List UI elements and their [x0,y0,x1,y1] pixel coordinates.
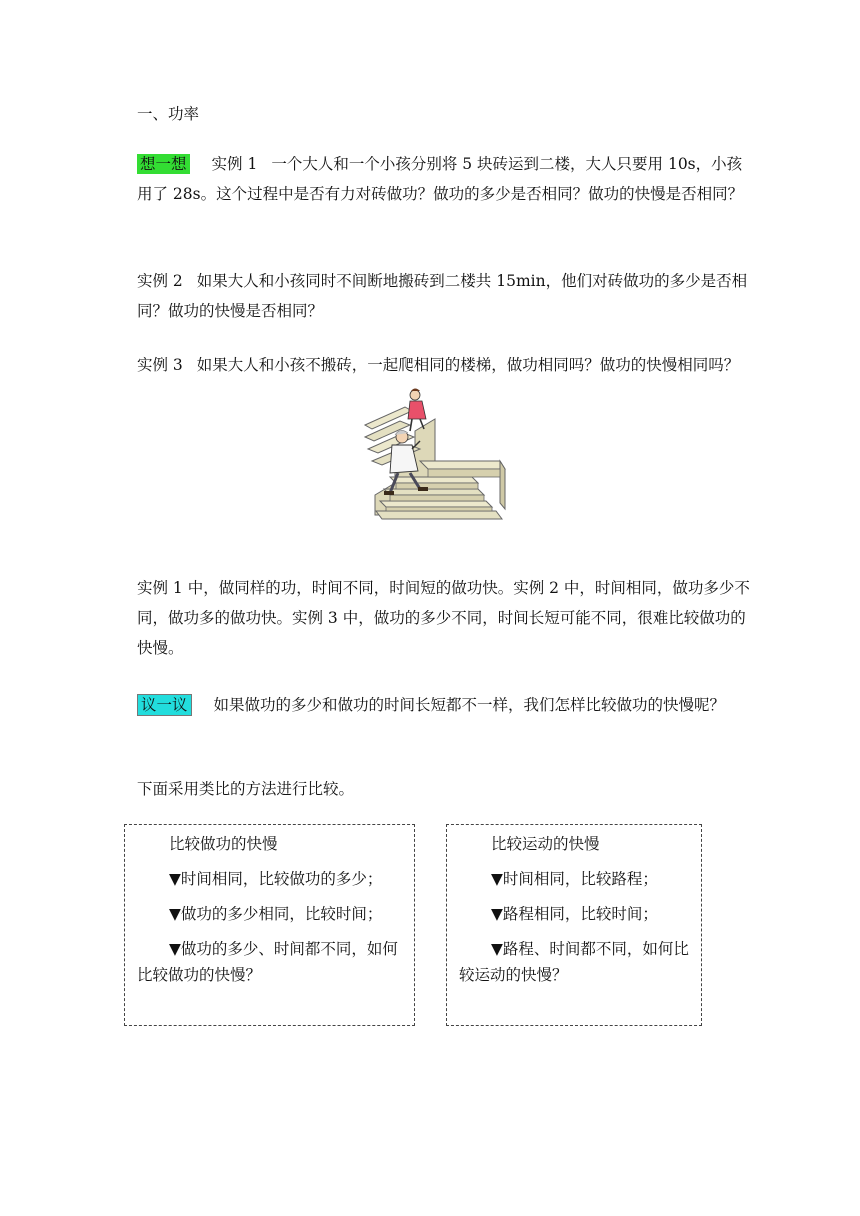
analogy-intro-text: 下面采用类比的方法进行比较。 [137,780,355,798]
section-title [137,99,757,129]
compare-work-item-3: ▼做功的多少、时间都不同，如何比较做功的快慢？ [137,940,398,984]
discuss-paragraph [137,690,757,720]
analysis-paragraph [137,573,757,663]
compare-work-item-2: ▼做功的多少相同，比较时间； [169,905,383,923]
compare-work-box [124,824,415,1026]
analogy-intro [137,774,757,804]
discuss-text: 如果做功的多少和做功的时间长短都不一样，我们怎样比较做功的快慢呢？ [213,696,726,714]
analysis-text: 实例 1 中，做同样的功，时间不同，时间短的做功快。实例 2 中，时间相同，做功多少不同，做功多的做功快。实例 3 中，做功的多少不同，时间长短可能不同，很难比较做功的快慢。 [137,579,750,657]
example-1-label: 实例 1 [211,155,258,173]
compare-motion-item-1: ▼时间相同，比较路程； [491,870,658,888]
example-3-label: 实例 3 [137,356,183,374]
compare-motion-item-3: ▼路程、时间都不同，如何比较运动的快慢？ [459,940,689,984]
example-2-label: 实例 2 [137,272,183,290]
compare-motion-item-2: ▼路程相同，比较时间； [491,905,658,923]
discuss-tag: 议一议 [137,694,192,716]
stairs-climbing-icon [360,385,510,535]
example-2-text: 如果大人和小孩同时不间断地搬砖到二楼共 15min，他们对砖做功的多少是否相同？做功的快慢是否相同？ [137,272,748,320]
example-3-paragraph [137,350,757,380]
think-tag: 想一想 [137,154,190,174]
compare-motion-box [446,824,702,1026]
example-3-text: 如果大人和小孩不搬砖，一起爬相同的楼梯，做功相同吗？做功的快慢相同吗？ [196,356,740,374]
section-title-text: 一、功率 [137,105,200,123]
example-1-paragraph [137,149,757,209]
example-2-paragraph [137,266,757,326]
compare-work-item-1: ▼时间相同，比较做功的多少； [169,870,383,888]
compare-motion-title: 比较运动的快慢 [491,835,600,853]
stairs-climbing-illustration [360,385,510,535]
compare-work-title: 比较做功的快慢 [169,835,278,853]
example-1-text: 一个大人和一个小孩分别将 5 块砖运到二楼，大人只要用 10s，小孩用了 28s。这个过程中是否有力对砖做功？做功的多少是否相同？做功的快慢是否相同？ [137,155,744,203]
